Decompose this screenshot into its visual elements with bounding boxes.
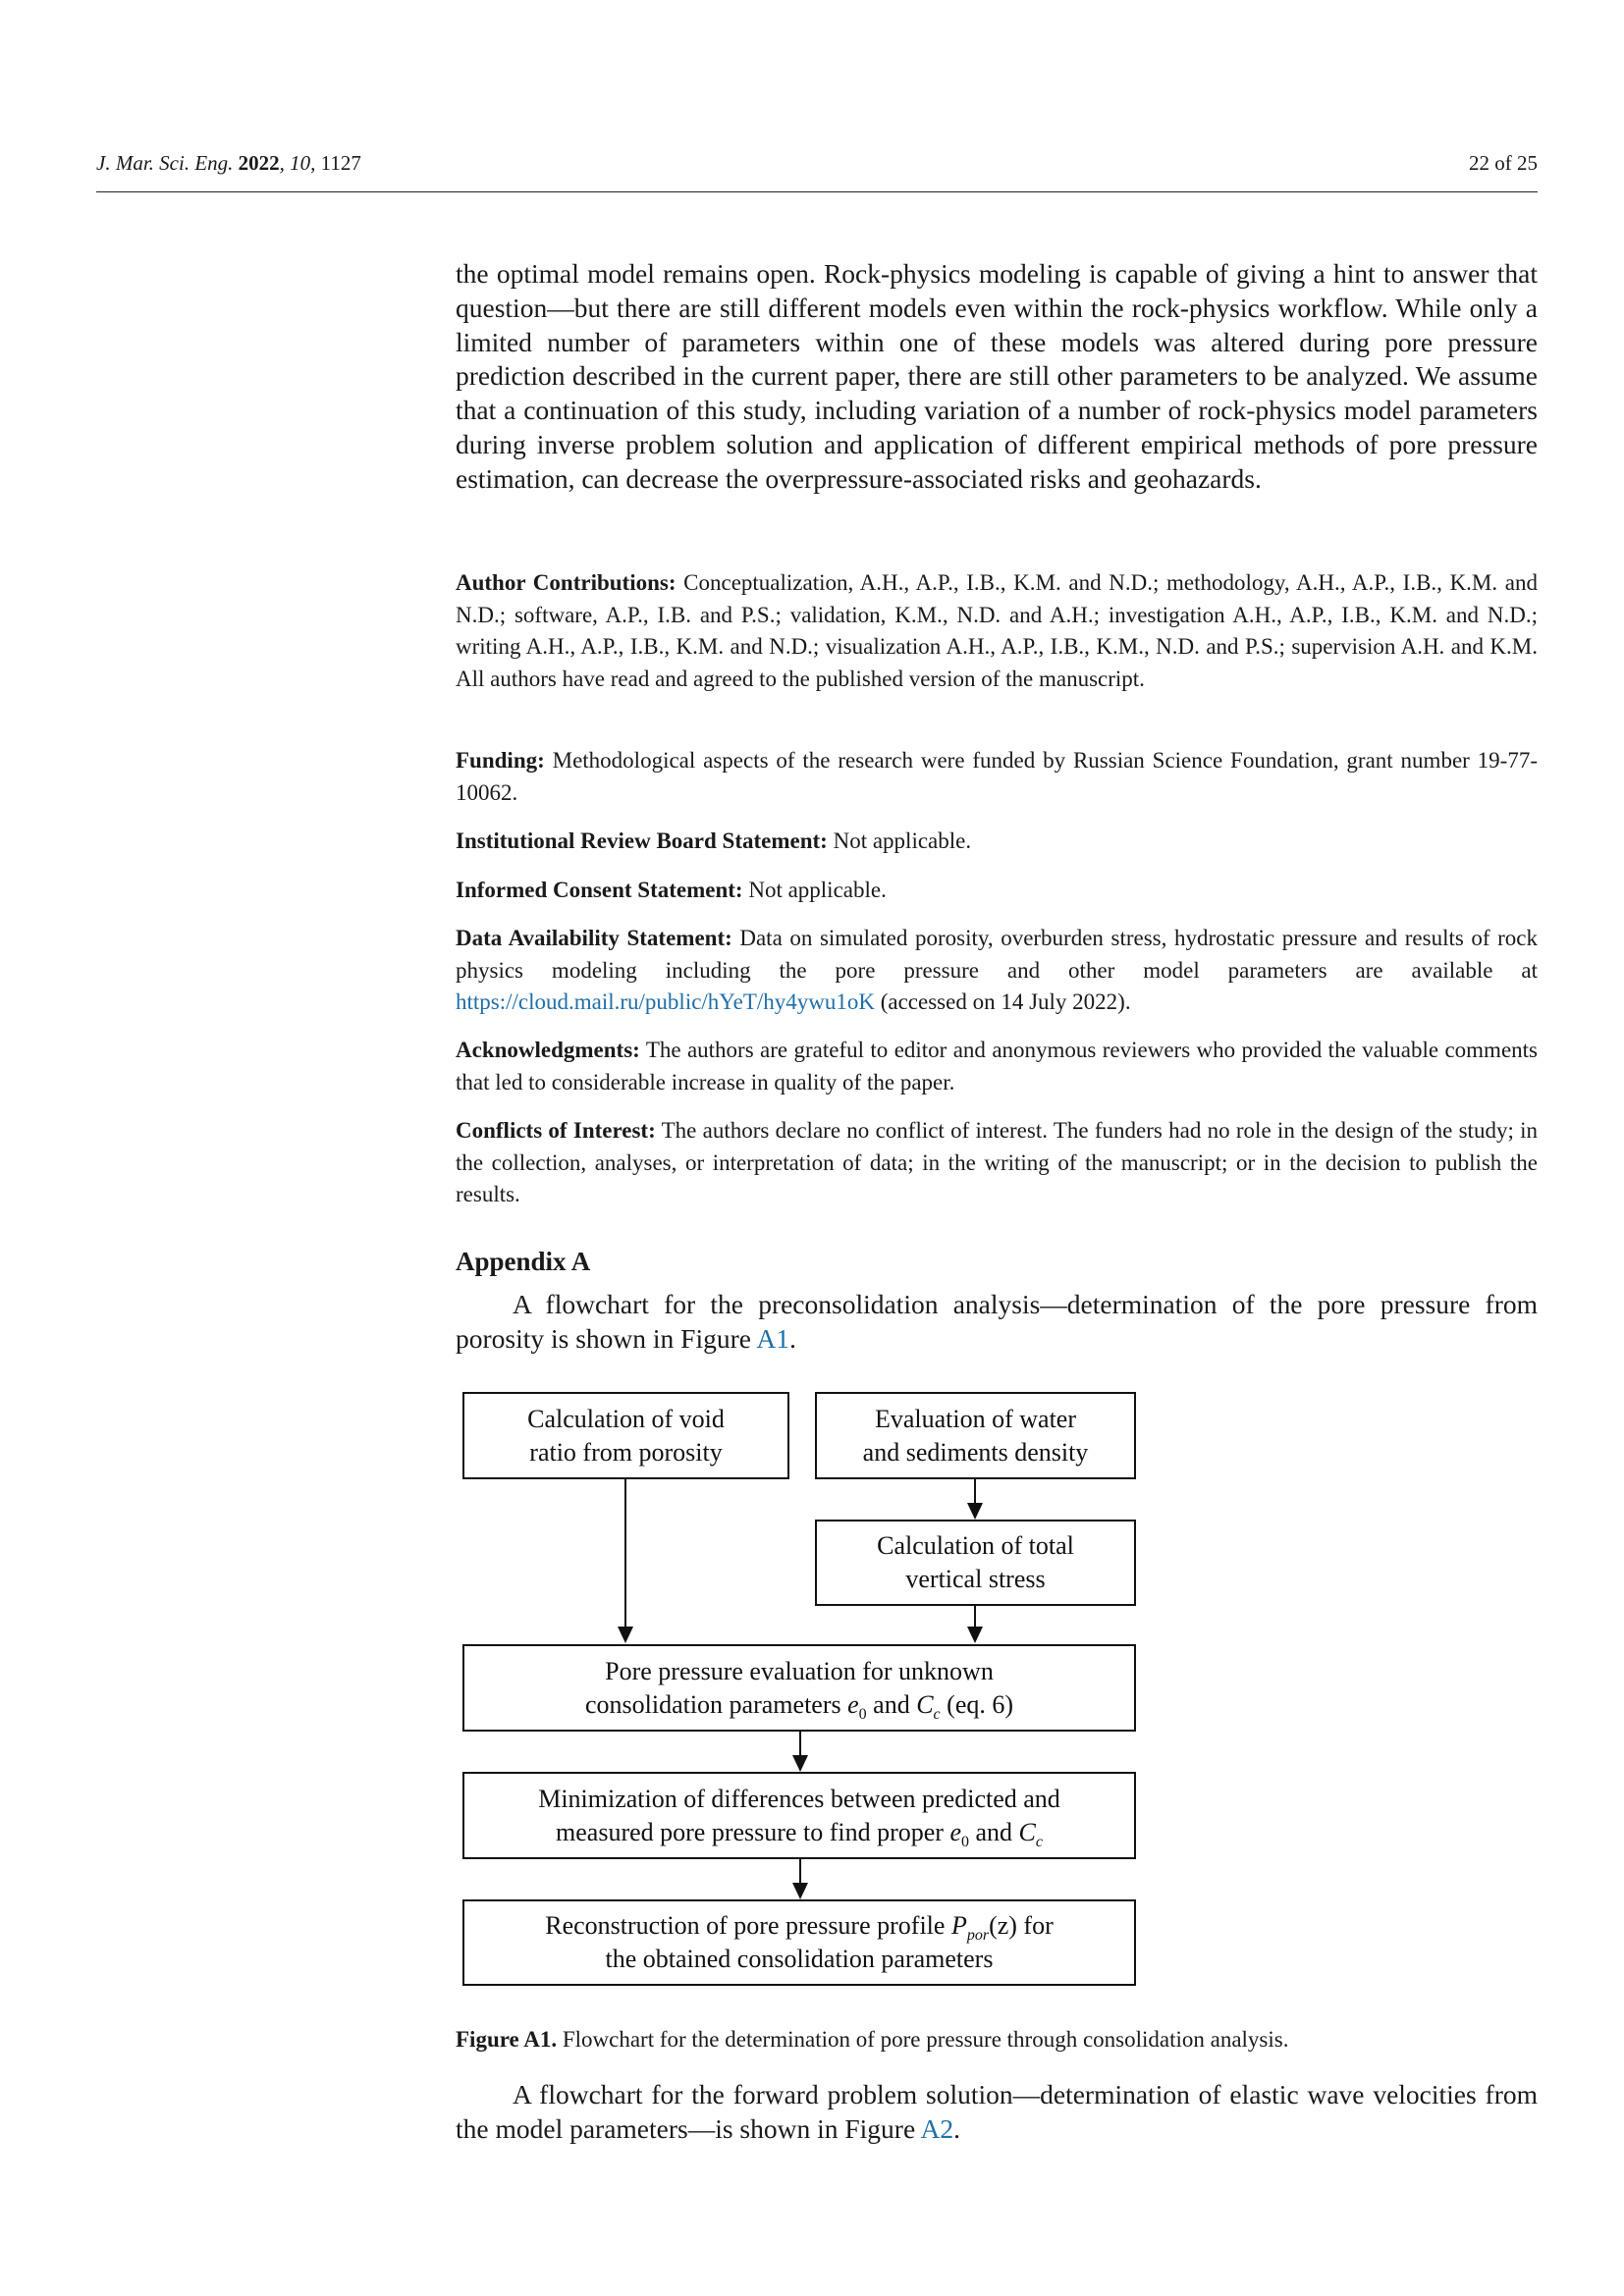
arrow-down-icon <box>792 1755 808 1772</box>
flowchart-box-reconstruction: Reconstruction of pore pressure profile $P_{por}(z)$ for the obtained consolidation parameters <box>462 1899 1136 1986</box>
appendix-heading: Appendix A <box>456 1247 591 1276</box>
acknowledgments: Acknowledgments: The authors are grateful to editor and anonymous reviewers who provided the valuable comments that led to considerable increase in quality of the paper. <box>456 1038 1538 1095</box>
appendix-paragraph-1: A flowchart for the preconsolidation analysis—determination of the pore pressure from porosity is shown in Figure A1. <box>456 1289 1538 1354</box>
arrow-down-icon <box>792 1883 808 1899</box>
running-head <box>96 151 1538 181</box>
page-number: 22 of 25 <box>1469 151 1538 175</box>
flowchart-box-density: Evaluation of water and sediments density <box>815 1392 1136 1479</box>
flowchart-box-minimization: Minimization of differences between predicted and measured pore pressure to find proper $e_0$ and $C_c$ <box>462 1772 1136 1859</box>
informed-consent-statement: Informed Consent Statement: Not applicable. <box>456 878 887 902</box>
figure-a1-reference[interactable]: A1 <box>756 1322 789 1354</box>
arrow-down-icon <box>618 1627 633 1643</box>
funding-statement: Funding: Methodological aspects of the research were funded by Russian Science Foundation, grant number 19-77-10062. <box>456 748 1538 805</box>
figure-caption: Figure A1. Flowchart for the determination of pore pressure through consolidation analysis. <box>456 2027 1289 2052</box>
author-contributions: Author Contributions: Conceptualization, A.H., A.P., I.B., K.M. and N.D.; methodology, A.H., A.P., I.B., K.M. and N.D.; software, A.P., I.B. and P.S.; validation, K.M., N.D. and A.H.; investigation A.H., A.P., I.B., K.M. and N.D.; writing A.H., A.P., I.B., K.M. and N.D.; visualization A.H., A.P., I.B., K.M., N.D. and P.S.; supervision A.H. and K.M. All authors have read and agreed to the published version of the manuscript. <box>456 570 1538 692</box>
connector-line <box>799 1859 801 1883</box>
journal-citation: J. Mar. Sci. Eng. 2022, 10, 1127 <box>96 151 361 175</box>
appendix-paragraph-2: A flowchart for the forward problem solution—determination of elastic wave velocities from the model parameters—is shown in Figure A2. <box>456 2079 1538 2144</box>
connector-line <box>799 1732 801 1755</box>
figure-a2-reference[interactable]: A2 <box>920 2112 954 2144</box>
conflicts-of-interest: Conflicts of Interest: The authors declare no conflict of interest. The funders had no role in the design of the study; in the collection, analyses, or interpretation of data; in the writing of the manuscript; or in the decision to publish the results. <box>456 1118 1539 1207</box>
connector-line <box>624 1479 626 1627</box>
arrow-down-icon <box>967 1503 983 1520</box>
header-divider <box>96 191 1538 192</box>
data-link[interactable]: https://cloud.mail.ru/public/hYeT/hy4ywu1oK <box>456 989 875 1015</box>
flowchart-box-void-ratio: Calculation of void ratio from porosity <box>462 1392 789 1479</box>
data-availability-statement: Data Availability Statement: Data on simulated porosity, overburden stress, hydrostatic pressure and results of rock physics modeling including the pore pressure and other model parameters are available at https://cloud.mail.ru/public/hYeT/hy4ywu1oK (accessed on 14 July 2022). <box>456 926 1538 1015</box>
arrow-down-icon <box>967 1627 983 1643</box>
flowchart-box-pore-pressure-evaluation: Pore pressure evaluation for unknown consolidation parameters $e_0$ and $C_c$ (eq. 6) <box>462 1644 1136 1732</box>
connector-line <box>974 1606 976 1628</box>
flowchart-box-vertical-stress: Calculation of total vertical stress <box>815 1520 1136 1606</box>
connector-line <box>974 1479 976 1503</box>
body-paragraph: the optimal model remains open. Rock-physics modeling is capable of giving a hint to answer that question—but there are still different models even within the rock-physics workflow. While only a limited number of parameters within one of these models was altered during pore pressure prediction described in the current paper, there are still other parameters to be analyzed. We assume that a continuation of this study, including variation of a number of rock-physics model parameters during inverse problem solution and application of different empirical methods of pore pressure estimation, can decrease the overpressure-associated risks and geohazards. <box>456 258 1538 494</box>
irb-statement: Institutional Review Board Statement: Not applicable. <box>456 828 972 853</box>
